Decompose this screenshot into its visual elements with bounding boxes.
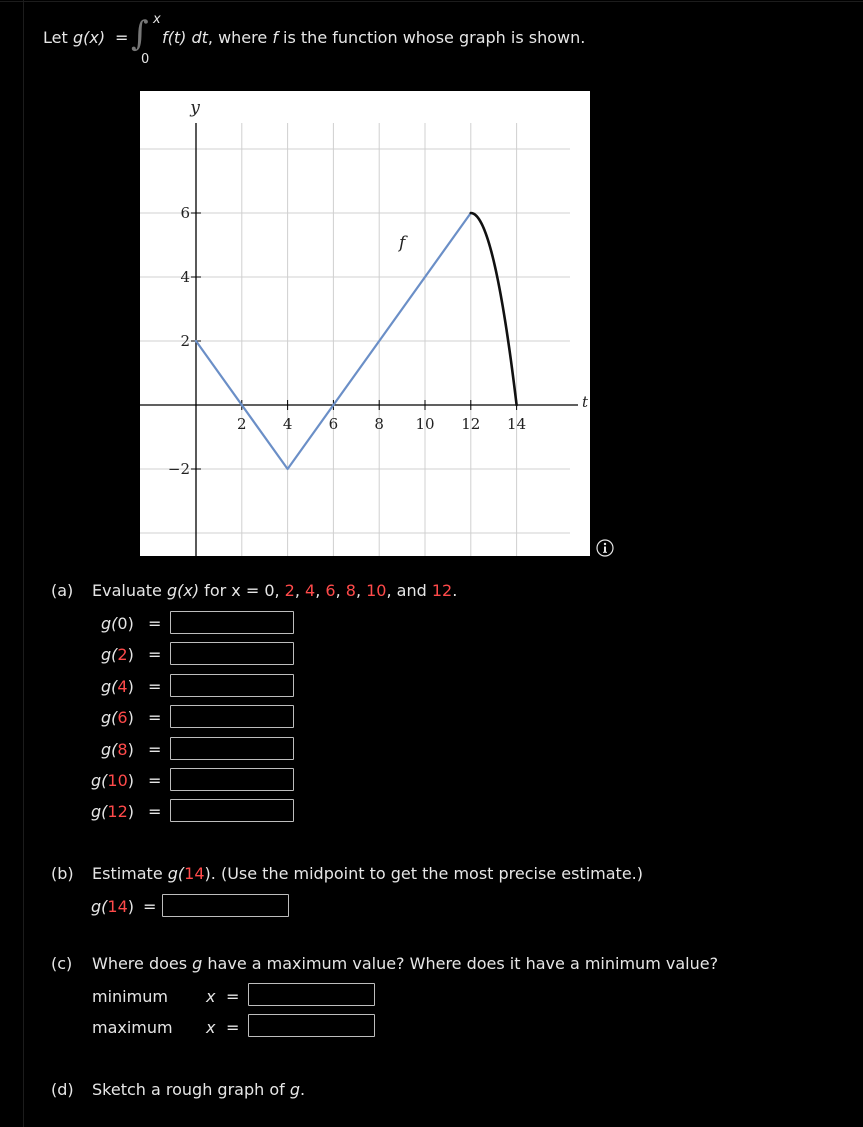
series-f-curve — [471, 213, 517, 405]
x-tick-label: 8 — [374, 415, 384, 433]
top-border — [0, 1, 863, 2]
g-8-equals: = — [148, 740, 162, 759]
part-a-label: (a) — [51, 581, 74, 600]
g-10-label: g(10) — [91, 771, 135, 790]
f-annotation: f — [398, 233, 406, 254]
y-tick-label: −2 — [167, 460, 190, 478]
part-c-label: (c) — [51, 954, 73, 973]
g-14-input[interactable] — [162, 894, 289, 917]
g-12-equals: = — [148, 802, 162, 821]
g-4-equals: = — [148, 677, 162, 696]
upper-limit: x — [153, 12, 161, 27]
left-border — [23, 0, 24, 1127]
g-14-equals: = — [143, 897, 157, 916]
g-12-input[interactable] — [170, 799, 294, 822]
minimum-equals: = — [226, 987, 240, 1006]
g-6-equals: = — [148, 708, 162, 727]
minimum-label: minimum — [92, 987, 168, 1006]
x-tick-label: 4 — [282, 415, 293, 433]
g-10-input[interactable] — [170, 768, 294, 791]
x-tick-label: 12 — [461, 415, 481, 433]
maximum-equals: = — [226, 1018, 240, 1037]
y-tick-label: 4 — [180, 268, 190, 286]
g-4-label: g(4) — [101, 677, 134, 696]
g-8-label: g(8) — [101, 740, 134, 759]
g-12-label: g(12) — [91, 802, 135, 821]
g-8-input[interactable] — [170, 737, 294, 760]
g-0-input[interactable] — [170, 611, 294, 634]
integral-icon: ∫ — [131, 14, 149, 54]
info-circle-icon[interactable] — [596, 539, 614, 557]
part-d-label: (d) — [51, 1080, 74, 1099]
y-tick-label: 2 — [180, 332, 190, 350]
y-tick-label: 6 — [180, 204, 190, 222]
x-tick-label: 2 — [237, 415, 247, 433]
x-tick-label: 6 — [328, 415, 339, 433]
where-text: , where — [207, 28, 273, 47]
g-2-equals: = — [148, 645, 162, 664]
part-c-question: Where does g have a maximum value? Where does it have a minimum value? — [92, 954, 719, 973]
x-axis-label: t — [581, 393, 589, 411]
part-b-label: (b) — [51, 864, 74, 883]
g-4-input[interactable] — [170, 674, 294, 697]
g-6-label: g(6) — [101, 708, 134, 727]
minimum-input[interactable] — [248, 983, 375, 1006]
g-2-label: g(2) — [101, 645, 134, 664]
f-letter: f — [272, 28, 278, 47]
graph-svg — [140, 91, 590, 556]
lower-limit: 0 — [141, 52, 150, 67]
integrand: f(t) dt — [162, 28, 208, 47]
maximum-label: maximum — [92, 1018, 173, 1037]
minimum-x: x — [206, 987, 216, 1006]
g-0-label: g(0) — [101, 614, 134, 633]
function-graph — [140, 91, 590, 556]
g-6-input[interactable] — [170, 705, 294, 728]
part-a-question: Evaluate g(x) for x = 0, 2, 4, 6, 8, 10, and 12. — [92, 581, 458, 600]
x-tick-label: 14 — [507, 415, 527, 433]
g-of-x: g(x) — [73, 28, 106, 47]
g-2-input[interactable] — [170, 642, 294, 665]
maximum-input[interactable] — [248, 1014, 375, 1037]
g-0-equals: = — [148, 614, 162, 633]
part-d-question: Sketch a rough graph of g. — [92, 1080, 306, 1099]
y-axis-label: y — [190, 98, 200, 118]
equals-sign: = — [115, 28, 129, 47]
g-14-label: g(14) — [91, 897, 135, 916]
g-10-equals: = — [148, 771, 162, 790]
part-b-question: Estimate g(14). (Use the midpoint to get the most precise estimate.) — [92, 864, 643, 883]
intro-prefix: Let — [43, 28, 68, 47]
rest-text: is the function whose graph is shown. — [277, 28, 586, 47]
x-tick-label: 10 — [415, 415, 435, 433]
maximum-x: x — [206, 1018, 216, 1037]
